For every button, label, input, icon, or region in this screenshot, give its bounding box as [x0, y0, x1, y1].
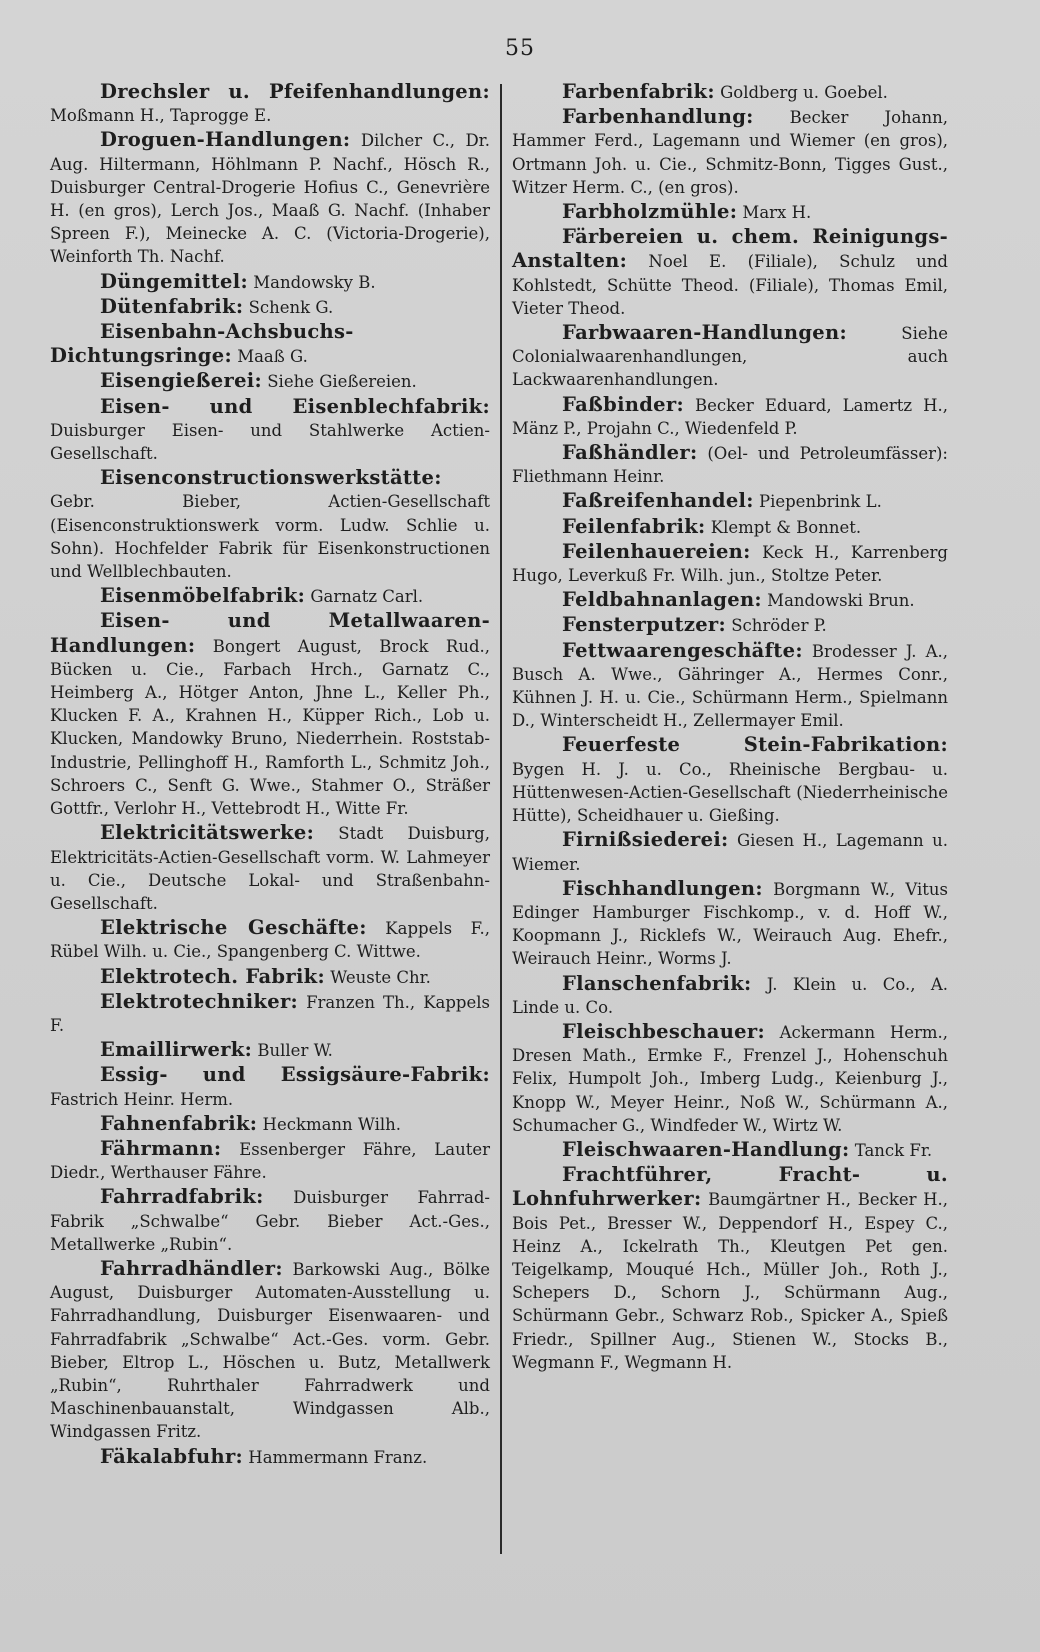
entry-heading: Farbwaaren-Handlungen: — [562, 321, 847, 345]
entry-heading: Fensterputzer: — [562, 613, 726, 637]
directory-entry — [512, 200, 948, 224]
entry-heading: Dütenfabrik: — [100, 294, 244, 318]
entry-text: Barkowski Aug., Bölke August, Duisburger Automaten-Ausstellung u. Fahrradhandlung, Duisburger Eisenwaaren- und Fahrradfabrik „Schwalbe“ Act.-Ges. vorm. Gebr. Bieber, Eltrop L., Höschen u. Butz, Metallwerk „Rubin“, Ruhrthaler Fahrradwerk und Maschinenbauanstalt, Windgassen Alb., Windgassen Fritz. — [50, 1259, 490, 1442]
directory-entry — [50, 609, 490, 820]
entry-heading: Flanschenfabrik: — [562, 971, 752, 995]
entry-text: J. Klein u. Co., A. Linde u. Co. — [512, 974, 948, 1017]
directory-entry — [50, 1137, 490, 1184]
entry-text: Schenk G. — [243, 297, 334, 317]
entry-text: Heckmann Wilh. — [257, 1114, 402, 1134]
directory-entry — [50, 821, 490, 915]
entry-text: Bongert August, Brock Rud., Bücken u. Cie., Farbach Hrch., Garnatz C., Heimberg A., Hötger Anton, Jhne L., Keller Ph., Klucken F. A., Krahnen H., Küpper Rich., Lob u. Klucken, Mandowky Bruno, Niederrhein. Roststab-Industrie, Pellinghoff H., Ramforth L., Schmitz Joh., Schroers C., Senft G. Wwe., Stahmer O., Sträßer Gottfr., Verlohr H., Vettebrodt H., Witte Fr. — [50, 636, 490, 819]
entry-heading: Elektrische Geschäfte: — [100, 916, 367, 940]
directory-entry — [50, 1038, 490, 1062]
entry-text: Schröder P. — [726, 616, 827, 636]
entry-heading: Eisen- und Eisenblechfabrik: — [100, 394, 490, 418]
entry-heading: Emaillirwerk: — [100, 1038, 253, 1062]
directory-entry — [512, 225, 948, 320]
directory-entry — [50, 395, 490, 466]
entry-heading: Eisen- und Metallwaaren-Handlungen: — [50, 609, 490, 657]
entry-text: Bygen H. J. u. Co., Rheinische Bergbau- u. Hüttenwesen-Actien-Gesellschaft (Niederrheinische Hütte), Scheidhauer u. Gießing. — [512, 759, 948, 826]
directory-entry — [512, 515, 948, 539]
directory-entry — [50, 320, 490, 368]
directory-entry — [512, 1138, 948, 1162]
entry-text: Noel E. (Filiale), Schulz und Kohlstedt, Schütte Theod. (Filiale), Thomas Emil, Vieter Theod. — [512, 252, 948, 318]
entry-heading: Droguen-Handlungen: — [100, 128, 351, 152]
directory-entry — [512, 877, 948, 971]
entry-text: Goldberg u. Goebel. — [714, 83, 888, 102]
entry-text: Maaß G. — [231, 347, 308, 367]
entry-heading: Faßhändler: — [562, 441, 698, 465]
directory-entry — [50, 1185, 490, 1256]
directory-entry — [50, 916, 490, 963]
entry-heading: Fleischwaaren-Handlung: — [562, 1137, 850, 1161]
entry-heading: Feuerfeste Stein-Fabrikation: — [562, 733, 948, 757]
entry-text: Kappels F., Rübel Wilh. u. Cie., Spangenberg C. Wittwe. — [50, 919, 490, 962]
entry-text: Duisburger Fahrrad-Fabrik „Schwalbe“ Gebr. Bieber Act.-Ges., Metallwerke „Rubin“. — [50, 1188, 490, 1254]
entry-text: Giesen H., Lagemann u. Wiemer. — [512, 831, 948, 874]
entry-text: Piepenbrink L. — [753, 492, 882, 512]
entry-heading: Elektricitätswerke: — [100, 821, 315, 845]
entry-text: Duisburger Eisen- und Stahlwerke Actien-Gesellschaft. — [50, 420, 490, 464]
entry-heading: Essig- und Essigsäure-Fabrik: — [100, 1063, 490, 1087]
directory-entry — [50, 128, 490, 268]
entry-heading: Fahnenfabrik: — [100, 1111, 258, 1135]
entry-heading: Fettwaarengeschäfte: — [562, 638, 803, 662]
right-column — [512, 80, 948, 1375]
directory-entry — [50, 1445, 490, 1469]
entry-heading: Feilenhauereien: — [562, 539, 751, 563]
entry-heading: Elektrotechniker: — [100, 989, 299, 1013]
entry-text: Moßmann H., Taprogge E. — [50, 106, 272, 126]
entry-text: Baumgärtner H., Becker H., Bois Pet., Bresser W., Deppendorf H., Espey C., Heinz A., Ickelrath Th., Kleutgen Pet gen. Teigelkamp, Mouqué Hch., Müller Joh., Roth J., Schepers D., Schorn J., Schürmann Aug., Schürmann Gebr., Schwarz Rob., Spicker A., Spieß Friedr., Spillner Aug., Stienen W., Stocks B., Wegmann F., Wegmann H. — [512, 1190, 948, 1372]
entry-text: Keck H., Karrenberg Hugo, Leverkuß Fr. Wilh. jun., Stoltze Peter. — [512, 542, 948, 586]
entry-text: Weuste Chr. — [324, 967, 431, 987]
entry-heading: Eisengießerei: — [100, 369, 262, 393]
entry-heading: Faßreifenhandel: — [562, 489, 754, 513]
directory-entry — [50, 965, 490, 989]
directory-entry — [512, 972, 948, 1019]
entry-text: Franzen Th., Kappels F. — [50, 992, 490, 1035]
entry-heading: Frachtführer, Fracht- u. Lohnfuhrwerker: — [512, 1163, 948, 1211]
directory-entry — [512, 733, 948, 827]
entry-heading: Fahrradhändler: — [100, 1256, 283, 1280]
entry-heading: Fischhandlungen: — [562, 876, 763, 900]
entry-text: Mandowsky B. — [247, 272, 376, 292]
directory-entry — [50, 1257, 490, 1444]
directory-entry — [512, 828, 948, 875]
entry-text: (Oel- und Petroleumfässer): Fliethmann Heinr. — [512, 444, 948, 487]
page-number: 55 — [505, 36, 535, 61]
directory-entry — [50, 990, 490, 1037]
entry-heading: Fleischbeschauer: — [562, 1019, 765, 1043]
directory-entry — [50, 466, 490, 583]
entry-text: Becker Johann, Hammer Ferd., Lagemann und Wiemer (en gros), Ortmann Joh. u. Cie., Schmitz-Bonn, Tigges Gust., Witzer Herm. C., (en gros). — [512, 108, 948, 197]
entry-text: Essenberger Fähre, Lauter Diedr., Werthauser Fähre. — [50, 1139, 490, 1183]
left-column — [50, 80, 490, 1470]
directory-entry — [512, 105, 948, 199]
entry-text: Dilcher C., Dr. Aug. Hiltermann, Höhlmann P. Nachf., Hösch R., Duisburger Central-Drogerie Hofius C., Genevrière H. (en gros), Lerch Jos., Maaß G. Nachf. (Inhaber Spreen F.), Meinecke A. C. (Victoria-Drogerie), Weinforth Th. Nachf. — [50, 131, 490, 267]
entry-text: Becker Eduard, Lamertz H., Mänz P., Projahn C., Wiedenfeld P. — [512, 395, 948, 438]
entry-heading: Eisenconstructionswerkstätte: — [100, 466, 442, 490]
entry-text: Buller W. — [252, 1041, 333, 1061]
entry-heading: Färbereien u. chem. Reinigungs-Anstalten: — [512, 225, 948, 273]
entry-text: Garnatz Carl. — [305, 587, 424, 607]
directory-entry — [50, 369, 490, 393]
directory-entry — [50, 270, 490, 294]
entry-text: Borgmann W., Vitus Edinger Hamburger Fischkomp., v. d. Hoff W., Koopmann J., Ricklefs W., Weirauch Aug. Ehefr., Weirauch Heinr., Worms J. — [512, 879, 948, 969]
entry-heading: Farbenfabrik: — [562, 80, 715, 103]
entry-heading: Firnißsiederei: — [562, 828, 729, 852]
entry-text: Marx H. — [737, 203, 812, 223]
directory-entry — [512, 588, 948, 612]
entry-heading: Fahrradfabrik: — [100, 1185, 264, 1209]
directory-entry — [512, 441, 948, 488]
directory-entry — [50, 1063, 490, 1110]
directory-entry — [50, 1112, 490, 1136]
entry-heading: Farbenhandlung: — [562, 105, 754, 129]
entry-text: Fastrich Heinr. Herm. — [50, 1089, 234, 1109]
entry-heading: Eisenbahn-Achsbuchs-Dichtungsringe: — [50, 320, 354, 368]
entry-heading: Feldbahnanlagen: — [562, 588, 762, 612]
entry-heading: Faßbinder: — [562, 392, 684, 416]
entry-heading: Eisenmöbelfabrik: — [100, 584, 306, 608]
directory-entry — [512, 393, 948, 440]
column-divider — [500, 84, 502, 1554]
entry-heading: Farbholzmühle: — [562, 200, 738, 224]
directory-entry — [512, 1163, 948, 1374]
entry-text: Klempt & Bonnet. — [705, 517, 862, 537]
entry-text: Siehe Colonialwaarenhandlungen, auch Lackwaarenhandlungen. — [512, 324, 948, 390]
entry-heading: Düngemittel: — [100, 269, 248, 293]
directory-entry — [512, 639, 948, 733]
directory-entry — [50, 584, 490, 608]
directory-entry — [512, 321, 948, 392]
entry-text: Hammermann Franz. — [243, 1447, 428, 1467]
entry-heading: Elektrotech. Fabrik: — [100, 964, 325, 988]
entry-text: Brodesser J. A., Busch A. Wwe., Gähringer A., Hermes Conr., Kühnen J. H. u. Cie., Schürmann Herm., Spielmann D., Winterscheidt H., Zellermayer Emil. — [512, 641, 948, 731]
entry-heading: Drechsler u. Pfeifenhandlungen: — [100, 80, 490, 103]
directory-entry — [512, 489, 948, 513]
entry-text: Siehe Gießereien. — [262, 372, 417, 392]
entry-text: Stadt Duisburg, Elektricitäts-Actien-Gesellschaft vorm. W. Lahmeyer u. Cie., Deutsche Lokal- und Straßenbahn-Gesellschaft. — [50, 824, 490, 913]
directory-entry — [50, 80, 490, 127]
directory-entry — [50, 295, 490, 319]
entry-text: Mandowski Brun. — [761, 591, 915, 611]
entry-text: Gebr. Bieber, Actien-Gesellschaft (Eisenconstruktionswerk vorm. Ludw. Schlie u. Sohn). Hochfelder Fabrik für Eisenkonstructionen und Wellblechbauten. — [50, 492, 490, 582]
entry-heading: Fäkalabfuhr: — [100, 1444, 244, 1468]
directory-entry — [512, 540, 948, 587]
entry-text: Tanck Fr. — [849, 1140, 933, 1160]
entry-heading: Feilenfabrik: — [562, 514, 706, 538]
directory-entry — [512, 1020, 948, 1137]
entry-text: Ackermann Herm., Dresen Math., Ermke F., Frenzel J., Hohenschuh Felix, Humpolt Joh., Imberg Ludg., Keienburg J., Knopp W., Meyer Heinr., Noß W., Schürmann A., Schumacher G., Windfeder W., Wirtz W. — [512, 1022, 948, 1135]
entry-heading: Fährmann: — [100, 1136, 222, 1160]
directory-entry — [512, 613, 948, 637]
directory-entry — [512, 80, 948, 104]
